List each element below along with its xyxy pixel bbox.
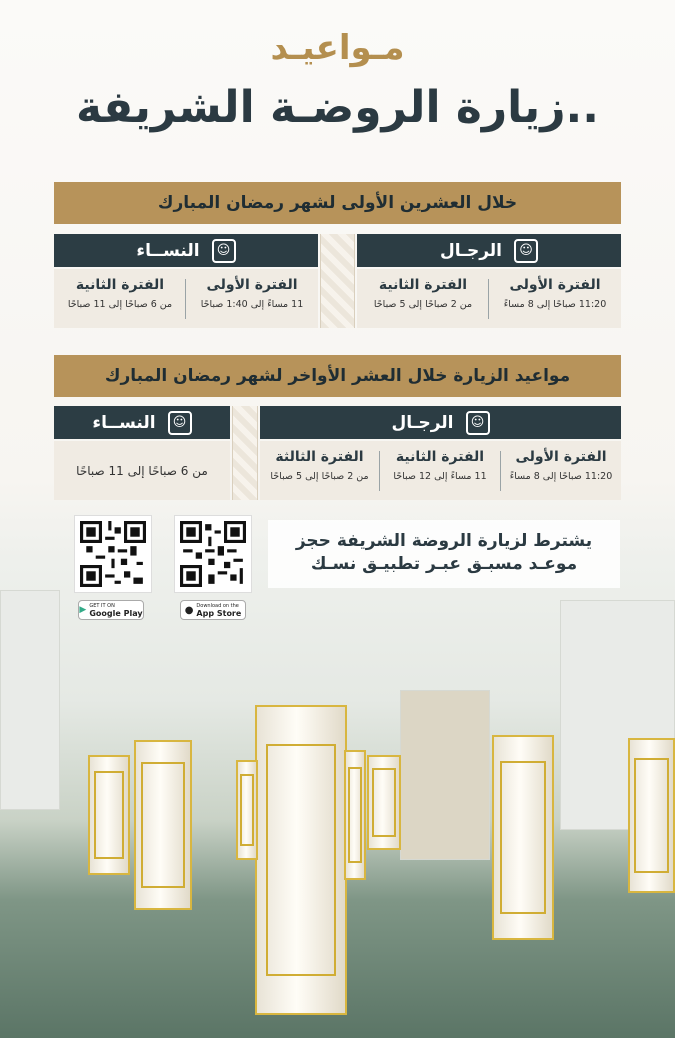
period-item: الفترة الأولى 11:20 صباحًا إلى 8 مساءً [503, 277, 607, 310]
qr-code-icon [180, 521, 246, 587]
section1-title: خلال العشرين الأولى لشهر رمضان المبارك [54, 182, 621, 224]
period-item: الفترة الثانية من 6 صباحًا إلى 11 صباحًا [67, 277, 173, 310]
period-item: الفترة الثالثة من 2 صباحًا إلى 5 صباحًا [270, 449, 369, 482]
man-icon: ☺ [514, 239, 538, 263]
section1-women-periods [54, 269, 318, 328]
period-item: الفترة الثانية من 2 صباحًا إلى 5 صباحًا [373, 277, 473, 310]
top-title: مـواعيـد [270, 28, 405, 68]
note-line-2: موعـد مسبـق عبـر تطبيـق نسـك [310, 554, 578, 574]
apple-icon: ● [184, 604, 194, 616]
section2-men-periods [260, 441, 621, 500]
section2-title: مواعيد الزيارة خلال العشر الأواخر لشهر رمضان المبارك [54, 355, 621, 397]
note-line-1: يشترط لزيارة الروضة الشريفة حجز [295, 531, 593, 551]
woman-icon: ☺ [212, 239, 236, 263]
period-item: الفترة الأولى 11:20 صباحًا إلى 8 مساءً [509, 449, 613, 482]
qr-code-google-play[interactable] [74, 515, 152, 593]
booking-note [268, 520, 620, 588]
ornament-divider [232, 406, 258, 500]
section2-women-label: النســاء [92, 412, 156, 433]
qr-code-app-store[interactable] [174, 515, 252, 593]
google-play-icon: ▶ [79, 605, 87, 615]
section1-men-header [357, 234, 621, 267]
main-title: زيارة الروضـة الشريفة.. [76, 82, 599, 133]
section1-men-label: الرجـال [440, 240, 502, 261]
man-icon: ☺ [466, 411, 490, 435]
woman-icon: ☺ [168, 411, 192, 435]
divider [500, 451, 501, 491]
section2-men-header [260, 406, 621, 439]
section1-men-periods [357, 269, 621, 328]
section2-women-header [54, 406, 230, 439]
app-store-badge[interactable]: ● Download on the App Store [180, 600, 246, 620]
section2-men-label: الرجـال [391, 412, 454, 433]
period-item: الفترة الثانية 11 مساءً إلى 12 صباحًا [393, 449, 487, 482]
section1-women-header [54, 234, 318, 267]
period-item: الفترة الأولى 11 مساءً إلى 1:40 صباحًا [200, 277, 304, 310]
google-play-badge[interactable]: ▶ GET IT ON Google Play [78, 600, 144, 620]
ornament-divider [320, 234, 355, 328]
section1-women-label: النســاء [136, 240, 200, 261]
qr-code-icon [80, 521, 146, 587]
divider [379, 451, 380, 491]
section2-women-time: من 6 صباحًا إلى 11 صباحًا [54, 441, 230, 500]
